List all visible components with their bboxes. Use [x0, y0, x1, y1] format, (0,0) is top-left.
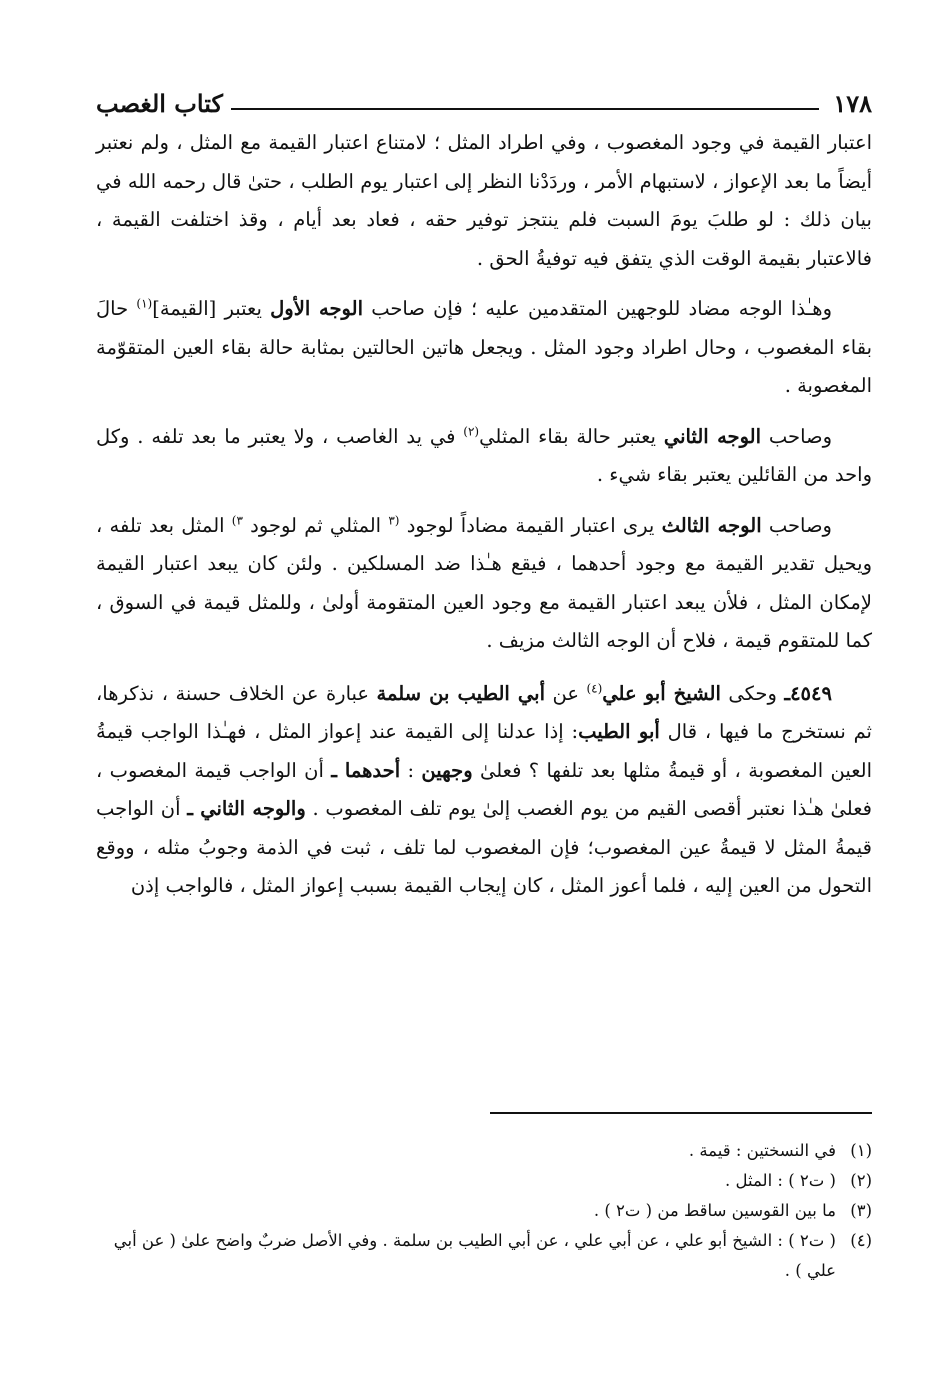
emphasis-text: الوجه الأول [270, 297, 363, 320]
book-title: كتاب الغصب [96, 89, 223, 118]
paragraph [96, 418, 872, 495]
footnote-number: (٢) [850, 1171, 872, 1190]
emphasis-text: أحدهما ـ [331, 758, 401, 782]
text-run: وحكى [720, 681, 785, 705]
footnote-ref: (٤) [586, 681, 603, 695]
emphasis-text: ٤٥٤٩ـ [784, 681, 832, 705]
text-run: المثلي ثم لوجود [242, 513, 389, 537]
footnote-text: في النسختين : قيمة . [688, 1141, 836, 1160]
emphasis-text: الوجه الثالث [661, 513, 762, 537]
text-run: حالَ بقاء المغصوب ، وحال اطراد وجود المثل . ويجعل هاتين الحالتين بمثابة حالة بقاء العين المتقوّمة المغصوبة . [96, 297, 872, 397]
footnote [96, 1226, 872, 1286]
footnote-number: (١) [850, 1141, 872, 1160]
emphasis-text: أبو الطيب [578, 720, 660, 743]
paragraph [96, 290, 872, 406]
text-run: يرى اعتبار القيمة مضاداً لوجود [399, 513, 662, 537]
footnote-ref: (٣ [388, 513, 400, 527]
page-header [96, 78, 872, 118]
text-run: يعتبر [القيمة] [152, 297, 271, 320]
text-run: يعتبر حالة بقاء المثلي [479, 424, 664, 448]
footnote [96, 1166, 872, 1196]
emphasis-text: الوجه الثاني [663, 424, 762, 448]
footnote-number: (٤) [850, 1231, 872, 1250]
header-rule [231, 108, 819, 110]
text-run: : إذا عدلنا إلى القيمة عند إعواز المثل ، فهـٰذا الواجب قيمةُ العين المغصوبة ، أو قيمةُ مثلها بعد تلفها ؟ فعلىٰ [96, 720, 872, 782]
footnotes [96, 1136, 872, 1286]
footnote-ref: (١) [136, 296, 153, 311]
paragraph [96, 507, 872, 661]
paragraph [96, 124, 872, 278]
body-text [96, 124, 872, 906]
emphasis-text: أبي الطيب بن سلمة [376, 681, 546, 705]
text-run: في يد الغاصب ، ولا يعتبر ما بعد تلفه . وكل واحد من القائلين يعتبر بقاء شيء . [96, 424, 872, 486]
footnote-ref: ٣) [231, 513, 243, 527]
text-run: وصاحب [761, 513, 832, 537]
footnote [96, 1136, 872, 1166]
page-number: ١٧٨ [833, 89, 872, 118]
footnote-ref: (٢) [463, 424, 480, 438]
emphasis-text: الشيخ أبو علي [602, 681, 721, 705]
footnote-separator [490, 1112, 872, 1114]
text-run: عبارة عن الخلاف حسنة ، نذكرها، ثم نستخرج ما فيها ، قال [96, 681, 872, 743]
text-run: المثل بعد تلفه ، ويحيل تقدير القيمة مع وجود أحدهما ، فيقع هـٰذا ضد المسلكين . ولئن كان يبعد اعتبار القيمة لإمكان المثل ، فلأن يبعد اعتبار القيمة مع وجود العين المتقومة أولىٰ ، وللمثل قيمة في السوق ، كما للمتقوم قيمة ، فلاح أن الوجه الثالث مزيف . [96, 513, 872, 652]
text-run: أن الواجب قيمة المغصوب ، فعلىٰ هـٰذا نعتبر أقصى القيم من يوم الغصب إلىٰ يوم تلف المغصوب . [96, 758, 872, 820]
text-run: وهـٰذا الوجه مضاد للوجهين المتقدمين عليه ؛ فإن صاحب [363, 297, 832, 320]
footnote-text: ( ت٢ ) : الشيخ أبو علي ، عن أبي علي ، عن أبي الطيب بن سلمة . وفي الأصل ضربٌ واضح علىٰ ( عن أبي علي ) . [113, 1231, 836, 1280]
text-run: : [400, 758, 422, 782]
text-run: اعتبار القيمة في وجود المغصوب ، وفي اطراد المثل ؛ لامتناع اعتبار القيمة مع المثل ، ولم نعتبر أيضاً ما بعد الإعواز ، لاستبهام الأمر ، وردَدْنا النظر إلى اعتبار يوم الطلب ، حتىٰ قال رحمه الله في بيان ذلك : لو طلبَ يومَ السبت فلم ينتجز توفير حقه ، فعاد بعد أيام ، وقذ اختلفت القيمة ، فالاعتبار بقيمة الوقت الذي يتفق فيه توفيةُ الحق . [96, 131, 872, 270]
footnote-text: ( ت٢ ) : المثل . [725, 1171, 836, 1190]
footnote-text: ما بين القوسين ساقط من ( ت٢ ) . [593, 1201, 836, 1220]
emphasis-text: والوجه الثاني ـ [187, 797, 306, 820]
emphasis-text: وجهين [421, 758, 473, 782]
text-run: وصاحب [761, 424, 832, 448]
footnote [96, 1196, 872, 1226]
text-run: أن الواجب قيمةُ المثل لا قيمةُ عين المغصوب؛ فإن المغصوب لما تلف ، ثبت في الذمة وجوبُ مثله ، ووقع التحول من العين إليه ، فلما أعوز المثل ، كان إيجاب القيمة بسبب إعواز المثل ، فالواجب إذن [96, 797, 872, 897]
numbered-paragraph [96, 675, 872, 906]
text-run: عن [545, 681, 587, 705]
footnote-number: (٣) [850, 1201, 872, 1220]
